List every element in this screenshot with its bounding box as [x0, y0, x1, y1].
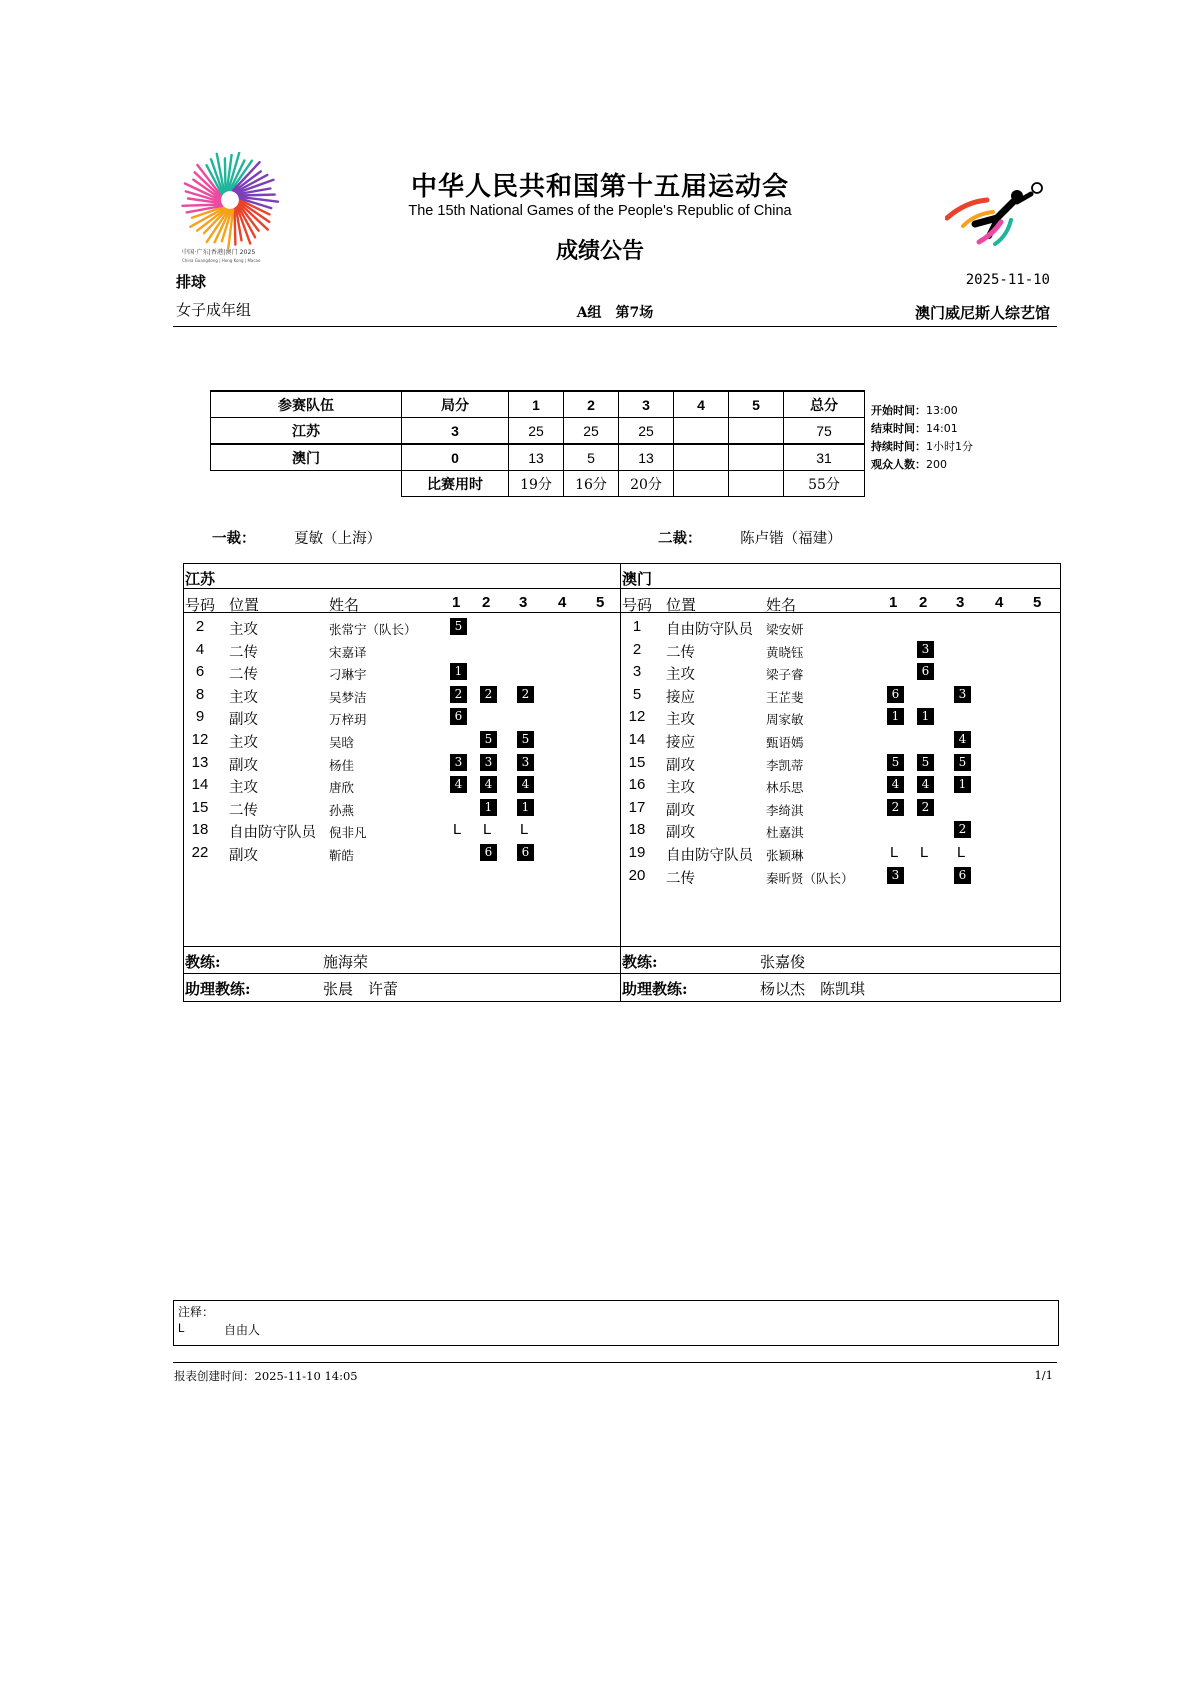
player-number: 1	[632, 618, 642, 635]
score-set-points: 25	[619, 418, 674, 445]
games-title-en: The 15th National Games of the People's Republic of China	[408, 203, 792, 219]
player-row	[620, 821, 1056, 843]
score-total: 31	[784, 444, 865, 471]
col-header-name: 姓名	[329, 596, 360, 614]
player-row	[183, 663, 619, 685]
logo-petal	[239, 195, 275, 196]
col-header-position: 位置	[666, 596, 697, 614]
player-name: 唐欣	[329, 780, 355, 796]
score-row-team2	[211, 444, 865, 471]
player-name: 甄语嫣	[766, 735, 804, 750]
starting-position-box: 6	[450, 708, 467, 725]
player-name: 李凯蒂	[766, 757, 804, 773]
assistant-label: 助理教练:	[622, 980, 688, 998]
starting-position-box: 5	[887, 754, 904, 771]
assistant-names: 杨以杰 陈凯琪	[760, 980, 866, 998]
player-position: 主攻	[666, 667, 695, 684]
score-header-set2: 2	[564, 391, 619, 418]
player-row	[620, 731, 1056, 753]
col-header-set-2: 2	[919, 594, 928, 611]
player-position: 主攻	[666, 780, 695, 797]
end-time-line: 结束时间：14:01	[871, 422, 958, 435]
player-row	[183, 821, 619, 843]
score-set-points: 25	[509, 418, 564, 445]
player-number: 8	[195, 685, 205, 703]
score-total: 75	[784, 418, 865, 445]
player-position: 副攻	[666, 825, 695, 842]
starting-position-box: 3	[480, 754, 497, 771]
player-position: 主攻	[229, 689, 258, 706]
player-row	[620, 686, 1056, 708]
starting-position-box: 6	[917, 663, 934, 680]
player-row	[183, 686, 619, 708]
coach-name: 张嘉俊	[760, 953, 806, 971]
player-row	[620, 754, 1056, 776]
score-set-points: 13	[619, 444, 674, 471]
assistant-label: 助理教练:	[185, 980, 251, 998]
player-position: 自由防守队员	[666, 848, 753, 864]
player-number: 12	[628, 708, 646, 726]
score-set-points	[674, 418, 729, 445]
notes-box	[173, 1300, 1059, 1346]
starting-position-box: 5	[480, 731, 497, 748]
notes-text: 自由人	[224, 1323, 261, 1337]
player-position: 二传	[229, 667, 258, 684]
starting-position-box: 4	[954, 731, 971, 748]
player-number: 17	[628, 798, 646, 816]
col-header-no: 号码	[185, 596, 216, 614]
score-duration-row	[211, 471, 865, 497]
player-number: 15	[628, 753, 646, 771]
games-title-zh: 中华人民共和国第十五届运动会	[410, 172, 789, 202]
player-row	[183, 776, 619, 798]
score-set-points: 5	[564, 444, 619, 471]
libero-marker: L	[520, 821, 529, 839]
score-team-name: 江苏	[211, 418, 402, 445]
player-row	[183, 799, 619, 821]
starting-position-box: 5	[917, 754, 934, 771]
player-number: 15	[191, 798, 209, 816]
report-created-time: 报表创建时间：2025-11-10 14:05	[174, 1369, 358, 1383]
starting-position-box: 1	[517, 799, 534, 816]
col-header-set-5: 5	[596, 594, 605, 611]
col-header-set-3: 3	[956, 594, 965, 611]
player-name: 周家敏	[766, 712, 804, 728]
starting-position-box: 4	[887, 776, 904, 793]
starting-position-box: 2	[917, 799, 934, 816]
col-header-set-5: 5	[1033, 594, 1042, 611]
page-number: 1/1	[1034, 1368, 1053, 1382]
player-position: 副攻	[229, 757, 258, 774]
player-row	[183, 641, 619, 663]
venue: 澳门威尼斯人综艺馆	[914, 304, 1050, 322]
player-position: 副攻	[666, 802, 695, 819]
coach-label: 教练:	[622, 953, 658, 971]
col-header-set-2: 2	[482, 594, 491, 611]
head-coach-line	[622, 951, 806, 972]
player-row	[183, 618, 619, 640]
player-name: 孙燕	[329, 802, 355, 818]
player-name: 吴晗	[329, 735, 355, 750]
player-position: 自由防守队员	[229, 825, 316, 842]
set-duration: 16分	[564, 471, 619, 497]
col-header-no: 号码	[622, 596, 653, 614]
starting-position-box: 1	[954, 776, 971, 793]
player-row	[620, 618, 1056, 640]
col-header-set-1: 1	[452, 594, 461, 611]
starting-position-box: 6	[887, 686, 904, 703]
starting-position-box: 6	[480, 844, 497, 861]
starting-position-box: 2	[887, 799, 904, 816]
spectators-line: 观众人数：200	[871, 458, 947, 471]
player-position: 副攻	[666, 757, 695, 774]
player-name: 梁安妍	[766, 622, 804, 637]
libero-marker: L	[483, 821, 492, 839]
footer-divider	[173, 1362, 1057, 1363]
player-position: 主攻	[229, 735, 258, 751]
report-title: 成绩公告	[555, 239, 644, 264]
starting-position-box: 2	[517, 686, 534, 703]
player-number: 3	[632, 663, 642, 681]
starting-position-box: 3	[887, 867, 904, 884]
col-header-set-3: 3	[519, 594, 528, 611]
coach-label: 教练:	[185, 953, 221, 971]
score-header-set4: 4	[674, 391, 729, 418]
volleyball-pictogram	[945, 180, 1050, 246]
player-number: 13	[191, 753, 209, 771]
volleyball-player-icon	[945, 180, 1050, 246]
starting-position-box: 1	[917, 708, 934, 725]
player-number: 22	[191, 844, 209, 861]
starting-position-box: 3	[517, 754, 534, 771]
games-emblem-icon	[180, 152, 286, 268]
logo-petal	[235, 209, 236, 245]
player-row	[620, 663, 1056, 685]
player-number: 18	[628, 821, 646, 839]
score-set-points	[674, 444, 729, 471]
starting-position-box: 1	[450, 663, 467, 680]
player-row	[620, 641, 1056, 663]
header-divider	[173, 326, 1057, 327]
player-name: 张颖琳	[766, 848, 804, 863]
head-coach-line	[185, 951, 369, 972]
logo-subtext: China Guangdong | Hong Kong | Macao	[182, 258, 261, 263]
score-set-points	[729, 444, 784, 471]
col-header-set-1: 1	[889, 594, 898, 611]
player-position: 二传	[229, 644, 258, 661]
player-position: 主攻	[666, 712, 695, 729]
col-header-set-4: 4	[995, 594, 1004, 611]
player-number: 5	[632, 685, 642, 703]
player-number: 14	[191, 776, 209, 794]
starting-position-box: 4	[480, 776, 497, 793]
set-duration	[729, 471, 784, 497]
starting-position-box: 1	[887, 708, 904, 725]
set-duration: 20分	[619, 471, 674, 497]
player-position: 副攻	[229, 712, 258, 729]
player-position: 主攻	[229, 780, 258, 797]
player-row	[183, 731, 619, 753]
player-row	[183, 754, 619, 776]
starting-position-box: 6	[954, 867, 971, 884]
player-number: 16	[628, 776, 646, 794]
starting-position-box: 3	[450, 754, 467, 771]
player-position: 主攻	[229, 622, 258, 638]
score-table	[210, 390, 865, 497]
libero-marker: L	[920, 844, 929, 861]
second-referee: 二裁： 陈卢锴（福建）	[658, 530, 842, 547]
player-position: 二传	[229, 802, 258, 819]
score-header-sets: 局分	[402, 391, 509, 418]
starting-position-box: 2	[954, 821, 971, 838]
score-header-row	[211, 391, 865, 418]
player-number: 20	[628, 866, 646, 884]
logo-petal	[225, 158, 226, 191]
player-number: 18	[191, 821, 209, 839]
duration-label: 比赛用时	[402, 471, 509, 497]
games-logo	[180, 152, 286, 268]
score-row-team1	[211, 418, 865, 445]
team-name: 江苏	[185, 570, 216, 588]
libero-marker: L	[453, 821, 462, 839]
player-name: 张常宁（队长）	[329, 622, 417, 637]
assistant-coach-line	[185, 978, 399, 999]
player-row	[620, 708, 1056, 730]
player-position: 接应	[666, 735, 695, 751]
match-info: A组 第7场	[576, 305, 654, 321]
player-name: 梁子睿	[766, 667, 804, 683]
starting-position-box: 3	[954, 686, 971, 703]
notes-label: 注释：	[178, 1305, 215, 1319]
player-name: 吴梦洁	[329, 689, 367, 705]
player-name: 宋嘉译	[329, 644, 367, 660]
player-number: 14	[628, 731, 646, 748]
score-header-total: 总分	[784, 391, 865, 418]
player-row	[620, 776, 1056, 798]
starting-position-box: 5	[517, 731, 534, 748]
player-name: 秦昕贤（队长）	[766, 870, 854, 886]
report-date: 2025-11-10	[965, 272, 1050, 288]
logo-text: 中国·广东|香港|澳门 2025	[182, 249, 256, 256]
starting-position-box: 4	[450, 776, 467, 793]
player-number: 19	[628, 844, 646, 861]
player-row	[620, 799, 1056, 821]
starting-position-box: 2	[450, 686, 467, 703]
event-category: 女子成年组	[176, 301, 252, 319]
set-duration: 19分	[509, 471, 564, 497]
player-position: 二传	[666, 870, 695, 887]
starting-position-box: 4	[517, 776, 534, 793]
score-set-points	[729, 418, 784, 445]
score-header-set5: 5	[729, 391, 784, 418]
player-name: 倪非凡	[329, 825, 367, 841]
player-position: 自由防守队员	[666, 622, 753, 638]
logo-petal	[182, 205, 221, 206]
player-position: 副攻	[229, 848, 258, 864]
sport-name: 排球	[176, 273, 207, 291]
score-team-name: 澳门	[211, 444, 402, 471]
score-header-set3: 3	[619, 391, 674, 418]
team-name: 澳门	[622, 570, 653, 588]
libero-marker: L	[957, 844, 966, 861]
score-set-points: 13	[509, 444, 564, 471]
assistant-names: 张晨 许蕾	[323, 980, 399, 998]
starting-position-box: 2	[480, 686, 497, 703]
notes-symbol: L	[178, 1321, 185, 1335]
player-row	[620, 844, 1056, 866]
player-number: 2	[195, 618, 205, 635]
duration-line: 持续时间：1小时1分	[871, 440, 973, 453]
assistant-coach-line	[622, 978, 866, 999]
score-header-team: 参赛队伍	[211, 391, 402, 418]
col-header-name: 姓名	[766, 596, 797, 614]
player-name: 万梓玥	[329, 712, 367, 728]
col-header-set-4: 4	[558, 594, 567, 611]
player-name: 王芷斐	[766, 689, 804, 705]
player-position: 二传	[666, 644, 695, 661]
score-sets-won: 3	[402, 418, 509, 445]
coach-name: 施海荣	[323, 953, 369, 971]
player-name: 林乐思	[766, 780, 804, 796]
player-number: 4	[195, 640, 205, 658]
player-number: 12	[191, 731, 209, 748]
score-header-set1: 1	[509, 391, 564, 418]
first-referee: 一裁： 夏敏（上海）	[212, 530, 382, 547]
player-row	[183, 708, 619, 730]
player-number: 9	[195, 708, 205, 726]
player-name: 李绮淇	[766, 802, 804, 818]
score-set-points: 25	[564, 418, 619, 445]
starting-position-box: 3	[917, 641, 934, 658]
libero-marker: L	[890, 844, 899, 861]
player-name: 黄晓钰	[766, 644, 804, 660]
col-header-position: 位置	[229, 596, 260, 614]
player-number: 2	[632, 640, 642, 658]
player-name: 杜嘉淇	[766, 825, 804, 841]
player-row	[183, 844, 619, 866]
player-name: 靳皓	[329, 848, 355, 863]
player-name: 杨佳	[329, 757, 355, 773]
player-row	[620, 867, 1056, 889]
starting-position-box: 1	[480, 799, 497, 816]
starting-position-box: 5	[450, 618, 467, 635]
player-position: 接应	[666, 689, 695, 706]
set-duration	[674, 471, 729, 497]
start-time-line: 开始时间：13:00	[871, 404, 958, 417]
score-sets-won: 0	[402, 444, 509, 471]
total-duration: 55分	[784, 471, 865, 497]
player-number: 6	[195, 663, 205, 681]
player-name: 刁琳宇	[329, 667, 367, 683]
starting-position-box: 5	[954, 754, 971, 771]
starting-position-box: 6	[517, 844, 534, 861]
starting-position-box: 4	[917, 776, 934, 793]
